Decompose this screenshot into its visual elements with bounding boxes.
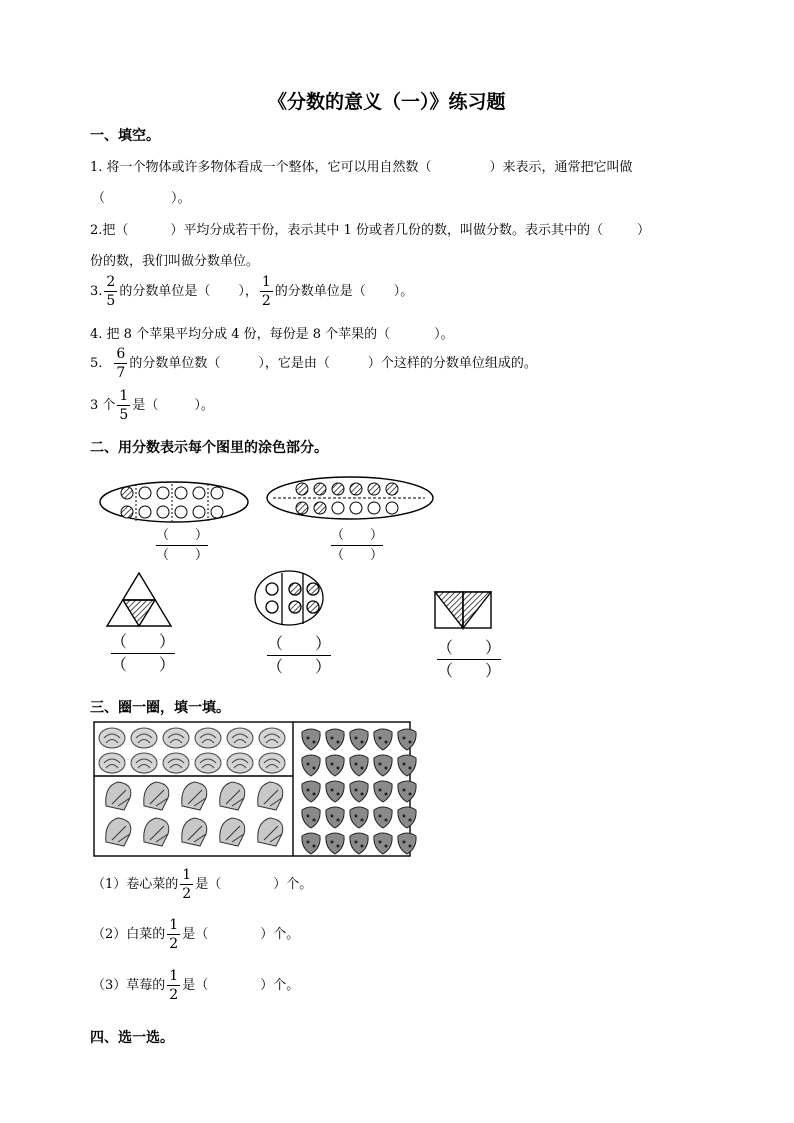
figure-oval-six-circles xyxy=(255,571,323,625)
fraction: $\frac{1}{2}$ xyxy=(169,968,179,1003)
cabbage-icon xyxy=(131,753,157,773)
cabbage-icon xyxy=(259,753,285,773)
question-1-line-1: 1. 将一个物体或许多物体看成一个整体，它可以用自然数（ ）来表示，通常把它叫做 xyxy=(90,160,633,175)
fraction: $\frac{6}{7}$ xyxy=(116,346,126,381)
section-3-question-3: （3）草莓的 $\frac{1}{2}$ 是（ ）个。 xyxy=(92,968,300,1003)
cabbage-icon xyxy=(195,753,221,773)
question-5: 5. $\frac{6}{7}$ 的分数单位数（ ），它是由（ ）个这样的分数单位组成的。 xyxy=(90,346,537,381)
cabbage-icon xyxy=(227,753,253,773)
figure-1-answer-fraction[interactable]: （ ） （ ） xyxy=(156,528,209,563)
vegetables-fruit-picture xyxy=(94,722,416,856)
question-6: 3 个 $\frac{1}{5}$ 是（ ）。 xyxy=(90,388,214,423)
cabbage-icon xyxy=(99,753,125,773)
cabbage-icon xyxy=(227,728,253,748)
section-3-heading: 三、圈一圈，填一填。 xyxy=(90,700,230,716)
fraction: $\frac{1}{2}$ xyxy=(182,867,192,902)
question-3: 3. $\frac{2}{5}$ 的分数单位是（ ）， $\frac{1}{2}$ 的分数单位是（ ）。 xyxy=(90,274,414,309)
fraction: $\frac{2}{5}$ xyxy=(106,274,116,309)
question-4: 4. 把 8 个苹果平均分成 4 份，每份是 8 个苹果的（ ）。 xyxy=(90,327,454,342)
fraction: $\frac{1}{5}$ xyxy=(119,388,129,423)
figure-ellipse-circles-2 xyxy=(267,477,433,519)
question-2-line-1: 2.把（ ）平均分成若干份，表示其中 1 份或者几份的数，叫做分数。表示其中的（ ） xyxy=(90,223,650,238)
section-4-heading: 四、选一选。 xyxy=(90,1030,174,1046)
figure-3-answer-fraction[interactable]: （ ） （ ） xyxy=(111,632,176,674)
figure-triangle xyxy=(107,573,171,626)
fraction: $\frac{1}{2}$ xyxy=(261,274,271,309)
figure-5-answer-fraction[interactable]: （ ） （ ） xyxy=(437,638,502,680)
fraction: $\frac{1}{2}$ xyxy=(169,917,179,952)
cabbage-icon xyxy=(99,728,125,748)
figure-4-answer-fraction[interactable]: （ ） （ ） xyxy=(267,634,332,676)
section-2-heading: 二、用分数表示每个图里的涂色部分。 xyxy=(90,440,328,456)
question-2-line-2: 份的数，我们叫做分数单位。 xyxy=(90,254,260,269)
figure-rectangle-triangles xyxy=(435,592,491,628)
page-title: 《分数的意义（一）》练习题 xyxy=(268,91,506,113)
cabbage-icon xyxy=(163,753,189,773)
figure-2-answer-fraction[interactable]: （ ） （ ） xyxy=(331,528,384,563)
cabbage-icon xyxy=(259,728,285,748)
cabbage-icon xyxy=(163,728,189,748)
question-1-line-2: （ ）。 xyxy=(92,191,191,206)
section-1-heading: 一、填空。 xyxy=(90,128,160,144)
section-3-question-1: （1）卷心菜的 $\frac{1}{2}$ 是（ ）个。 xyxy=(92,867,313,902)
figure-ellipse-circles-1 xyxy=(100,482,248,522)
section-3-question-2: （2）白菜的 $\frac{1}{2}$ 是（ ）个。 xyxy=(92,917,300,952)
cabbage-icon xyxy=(195,728,221,748)
cabbage-icon xyxy=(131,728,157,748)
